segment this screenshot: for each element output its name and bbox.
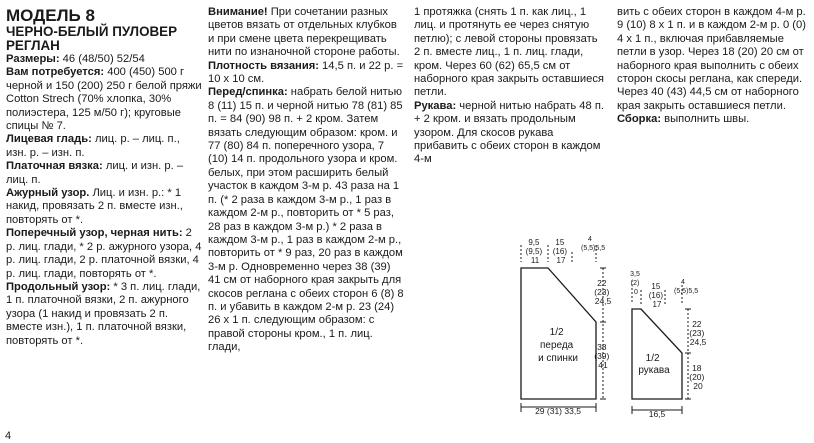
front-side-height-dim: 38 (39) 41: [594, 342, 610, 370]
sleeve-side-height-dim: 22 (23) 24,5: [689, 319, 707, 347]
paragraph-text: вить с обеих сторон в каждом 4-м р. 9 (10) 8 х 1 п. и в каждом 2-м р. 0 (0) 4 х 1 п., включая прибавляемые петли в узор. Через 18 (20) 20 см от наборного края выполнить с обеих сторон скосы реглана, как спереди. Через 40 (43) 44,5 см от наборного края закрыть оставшиеся петли.: [617, 6, 806, 112]
sleeve-bottom-width-dim: 16,5: [648, 409, 666, 419]
front-top-width-dim: 15 (16) 17: [552, 238, 567, 265]
paragraph-text: лиц. и изн. р. – лиц. п.: [6, 160, 184, 186]
paragraph-heading: Лицевая гладь:: [6, 133, 92, 146]
paragraph-heading: Перед/спинка:: [208, 86, 288, 99]
paragraph-text: 46 (48/50) 52/54: [59, 53, 145, 65]
paragraph-heading: Внимание!: [208, 6, 268, 18]
front-top-width-dim: 4 (5,5)5,5: [581, 236, 606, 252]
front-side-height-dim: 22 (23) 24,5: [594, 278, 612, 306]
sleeve-top-width-dim: 3,5 (2) 0: [630, 271, 640, 296]
paragraph-heading: Плотность вязания:: [208, 59, 319, 72]
sleeve-top-width-dim: 15 (16) 17: [648, 282, 663, 309]
paragraph-heading: Поперечный узор, черная нить:: [6, 227, 183, 240]
paragraph-text: черной нитью набрать 48 п. + 2 кром. и вязать продольным узором. Для скосов рукава прибавить с обеих сторон в каждом 4-м: [414, 99, 604, 166]
sleeve-piece-label: 1/2 рукава: [638, 353, 670, 376]
sleeve-top-width-dim: 4 (5,5)5,5: [674, 279, 699, 295]
garment-title: ЧЕРНО-БЕЛЫЙ ПУЛОВЕР РЕГЛАН: [6, 24, 178, 53]
paragraph-text: 400 (450) 500 г черной и 150 (200) 250 г белой пряжи Cotton Strech (70% хлопка, 30% полиэстера, 125 м/50 г); круговые спицы № 7.: [6, 66, 202, 133]
paragraph-text: выполнить швы.: [661, 113, 750, 126]
paragraph-text: * 3 п. лиц. глади, 1 п. платочной вязки, 2 п. ажурного узора (1 накид и провязать 2 п. вместе изн.), 1 п. платочной вязки, повторять от *.: [6, 280, 201, 347]
paragraph-heading: Платочная вязка:: [6, 160, 103, 173]
paragraph-text: 2 р. лиц. глади, * 2 р. ажурного узора, 4 р. лиц. глади, 2 р. платочной вязки, 4 р. лиц. глади, повторять от *.: [6, 227, 202, 280]
paragraph-text: набрать белой нитью 8 (11) 15 п. и черной нитью 78 (81) 85 п. = 84 (90) 98 п. + 2 кром. Затем вязать следующим образом: кром. и 77 (80) 84 п. поперечного узора, 7 (10) 14 п. продольного узора и кром. белых, при этом расширить белый участок в каждом 3-м р. 43 раза на 1 п. (* 2 раза в каждом 3-м р., 1 раз в каждом 2-м р., повторить от * 5 раз, 28 раз в каждом 3-м р.) * 2 раза в каждом 3-м р., 1 раз в каждом 2-м р., повторить от * 9 раз, 20 раз в каждом 3-м р. Одновременно через 38 (39) 41 см от наборного края закрыть для скосов реглана с обеих сторон 6 (8) 8 п. и убавить в каждом 2-м р. 23 (24) 26 х 1 п. следующим образом: с правой стороны кром., 1 п. лиц. глади,: [208, 86, 404, 354]
front-top-width-dim: 9,5 (9,5) 11: [525, 238, 543, 265]
paragraph-text: 14,5 п. и 22 р. = 10 х 10 см.: [208, 59, 404, 86]
paragraph-heading: Рукава:: [414, 99, 457, 112]
paragraph-heading: Вам потребуется:: [6, 66, 105, 79]
front-piece-label: 1/2 переда и спинки: [538, 327, 578, 364]
page-number: 4: [5, 430, 12, 442]
paragraph-heading: Сборка:: [617, 113, 662, 126]
paragraph-text: лиц. р. – лиц. п., изн. р. – изн. п.: [6, 133, 180, 159]
paragraph-heading: Продольный узор:: [6, 280, 111, 293]
paragraph-heading: Размеры:: [6, 53, 60, 65]
front-bottom-width-dim: 29 (31) 33,5: [535, 406, 581, 416]
paragraph-text: 1 протяжка (снять 1 п. как лиц., 1 лиц. и протянуть ее через снятую петлю); с левой стороны провязать 2 п. вместе лиц., 1 п. лиц. глади, кром. Через 60 (62) 65,5 см от наборного края закрыть оставшиеся петли.: [414, 6, 604, 99]
model-title: МОДЕЛЬ 8: [6, 6, 95, 25]
paragraph-text: Лиц. и изн. р.: * 1 накид, провязать 2 п. вместе изн., повторять от *.: [6, 187, 183, 226]
sleeve-side-height-dim: 18 (20) 20: [689, 363, 705, 391]
paragraph-text: При сочетании разных цветов вязать от отдельных клубков и при смене цвета перекрещивать нити по изнаночной стороне работы.: [208, 6, 400, 59]
paragraph-heading: Ажурный узор.: [6, 187, 90, 200]
